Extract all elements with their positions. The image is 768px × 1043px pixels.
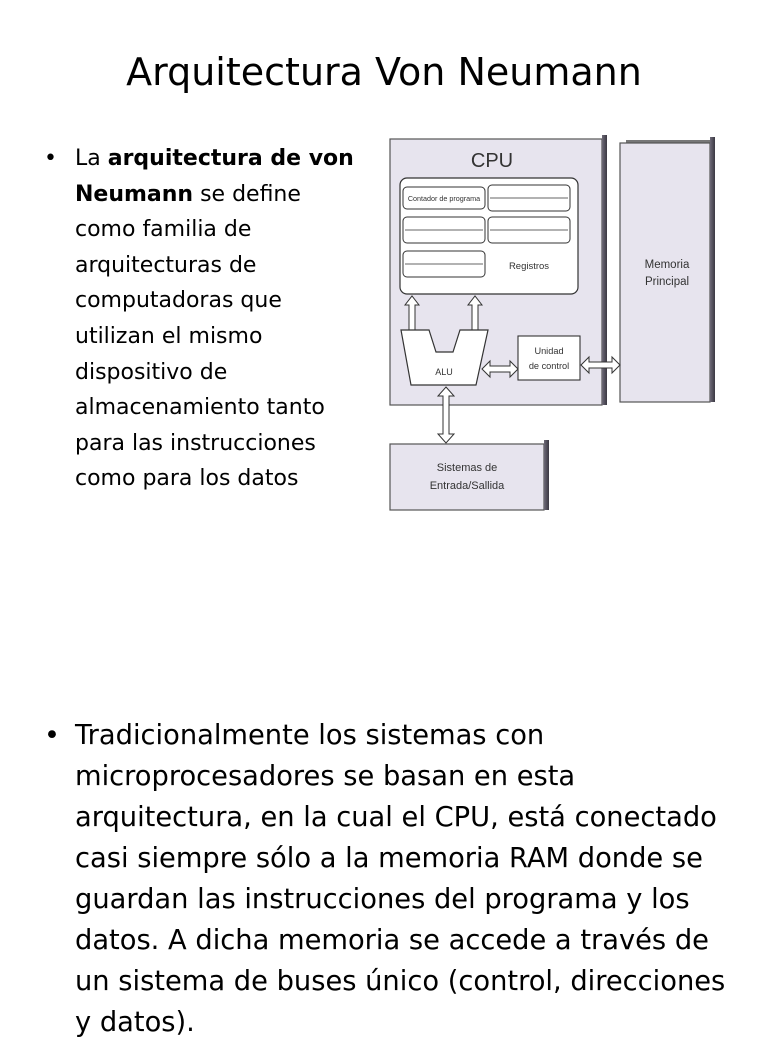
bullet-prefix: La <box>75 146 108 171</box>
slide-title: Arquitectura Von Neumann <box>126 50 642 94</box>
registers-panel <box>400 178 578 294</box>
memory-label-1: Memoria <box>644 259 690 271</box>
io-system-box <box>390 440 549 510</box>
cpu-label: CPU <box>470 150 514 172</box>
bullet-point: • <box>44 720 60 751</box>
bullet-bold-term: arquitectura de von Neumann <box>75 146 354 207</box>
registers-label: Registros <box>508 261 550 272</box>
von-neumann-diagram <box>380 115 720 515</box>
io-label-2: Entrada/Sallida <box>429 480 505 492</box>
bullet-traditional-systems <box>44 715 734 1043</box>
control-unit-block <box>518 336 580 380</box>
memory-label-2: Principal <box>644 276 690 288</box>
bullet-text: Tradicionalmente los sistemas con microprocesadores se basan en esta arquitectura, en la cual el CPU, está conectado casi siempre sólo a la memoria RAM donde se guardan las instrucciones del programa y los datos. A dicha memoria se accede a través de un sistema de buses único (control, direcciones y datos). <box>75 720 726 1038</box>
program-counter-label: Contador de programa <box>407 194 481 203</box>
main-memory-box <box>620 137 715 402</box>
alu-label: ALU <box>435 367 453 377</box>
control-unit-label-2: de control <box>528 361 570 371</box>
bullet-point: • <box>44 146 57 171</box>
control-unit-label-1: Unidad <box>534 346 564 356</box>
bullet-rest: se define como familia de arquitecturas de computadoras que utilizan el mismo dispositivo de almacenamiento tanto para las instrucciones como para los datos <box>75 181 325 492</box>
alu-io-arrow <box>438 387 454 443</box>
bullet-text <box>75 141 364 497</box>
io-label-1: Sistemas de <box>436 462 498 474</box>
bullet-von-neumann-definition <box>44 141 364 497</box>
